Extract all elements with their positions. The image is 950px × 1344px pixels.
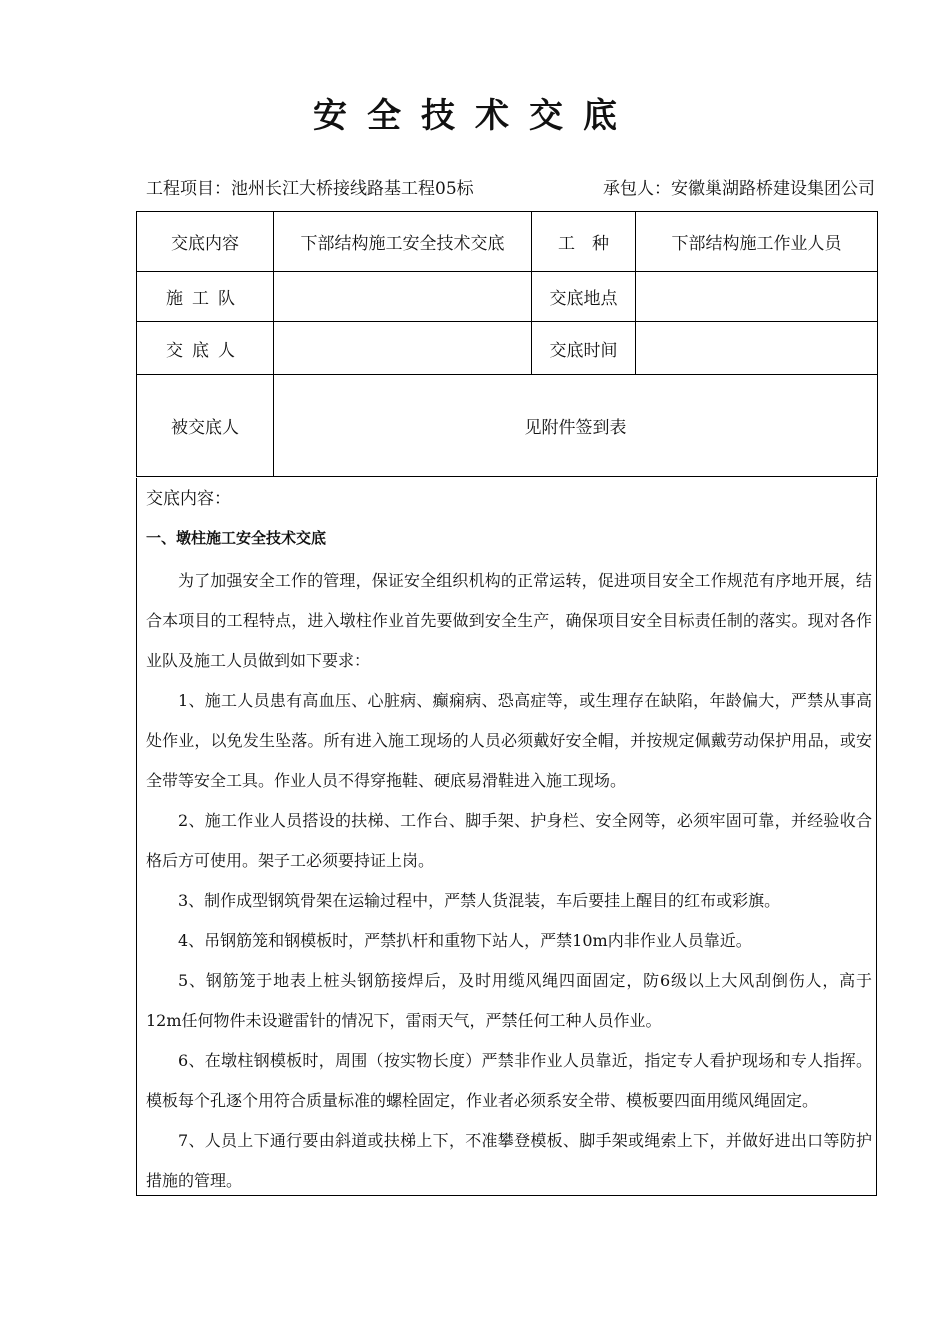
project-label: 工程项目：: [146, 179, 231, 199]
label-cell: 交底地点: [532, 272, 636, 322]
table-row: [137, 272, 878, 322]
content-box: [136, 478, 877, 1196]
value-cell: 下部结构施工安全技术交底: [274, 212, 532, 272]
label-cell: 交底时间: [532, 322, 636, 375]
paragraph: 4、吊钢筋笼和钢模板时，严禁扒杆和重物下站人，严禁10m内非作业人员靠近。: [178, 931, 752, 950]
value-cell: [636, 272, 878, 322]
value-cell: [274, 322, 532, 375]
content-header: 交底内容：: [146, 489, 231, 509]
label-cell: 施工队: [137, 272, 274, 322]
paragraph: 3、制作成型钢筑骨架在运输过程中，严禁人货混装，车后要挂上醒目的红布或彩旗。: [178, 891, 781, 910]
table-row: [137, 322, 878, 375]
value-cell: [274, 272, 532, 322]
paragraph: 5、钢筋笼于地表上桩头钢筋接焊后，及时用缆风绳四面固定，防6级以上大风刮倒伤人，高于12m任何物件未设避雷针的情况下，雷雨天气，严禁任何工种人员作业。: [146, 971, 872, 1030]
contractor-info: [603, 174, 875, 199]
paragraph: 为了加强安全工作的管理，保证安全组织机构的正常运转，促进项目安全工作规范有序地开展，结合本项目的工程特点，进入墩柱作业首先要做到安全生产，确保项目安全目标责任制的落实。现对各作业队及施工人员做到如下要求：: [146, 571, 872, 670]
value-cell: 下部结构施工作业人员: [636, 212, 878, 272]
paragraph: 2、施工作业人员搭设的扶梯、工作台、脚手架、护身栏、安全网等，必须牢固可靠，并经验收合格后方可使用。架子工必须要持证上岗。: [146, 811, 872, 870]
paragraph: 7、人员上下通行要由斜道或扶梯上下，不准攀登模板、脚手架或绳索上下，并做好进出口等防护措施的管理。: [146, 1131, 872, 1190]
label-cell: 交底内容: [137, 212, 274, 272]
info-table: [136, 211, 878, 477]
table-row: [137, 212, 878, 272]
paragraph: 1、施工人员患有高血压、心脏病、癫痫病、恐高症等，或生理存在缺陷，年龄偏大，严禁从事高处作业，以免发生坠落。所有进入施工现场的人员必须戴好安全帽，并按规定佩戴劳动保护用品，或安全带等安全工具。作业人员不得穿拖鞋、硬底易滑鞋进入施工现场。: [146, 691, 872, 790]
label-cell: 交底人: [137, 322, 274, 375]
paragraph: 6、在墩柱钢模板时，周围（按实物长度）严禁非作业人员靠近，指定专人看护现场和专人指挥。模板每个孔逐个用符合质量标准的螺栓固定，作业者必须系安全带、模板要四面用缆风绳固定。: [146, 1051, 872, 1110]
contractor-label: 承包人：: [603, 179, 671, 199]
project-value: 池州长江大桥接线路基工程05标: [231, 179, 474, 199]
contractor-value: 安徽巢湖路桥建设集团公司: [671, 179, 875, 199]
value-cell: 见附件签到表: [274, 375, 878, 477]
project-info: [146, 174, 474, 199]
table-row: [137, 375, 878, 477]
label-cell: 工 种: [532, 212, 636, 272]
document-title: 安全技术交底: [313, 96, 637, 136]
value-cell: [636, 322, 878, 375]
section-title: 一、墩柱施工安全技术交底: [146, 529, 327, 547]
label-cell: 被交底人: [137, 375, 274, 477]
